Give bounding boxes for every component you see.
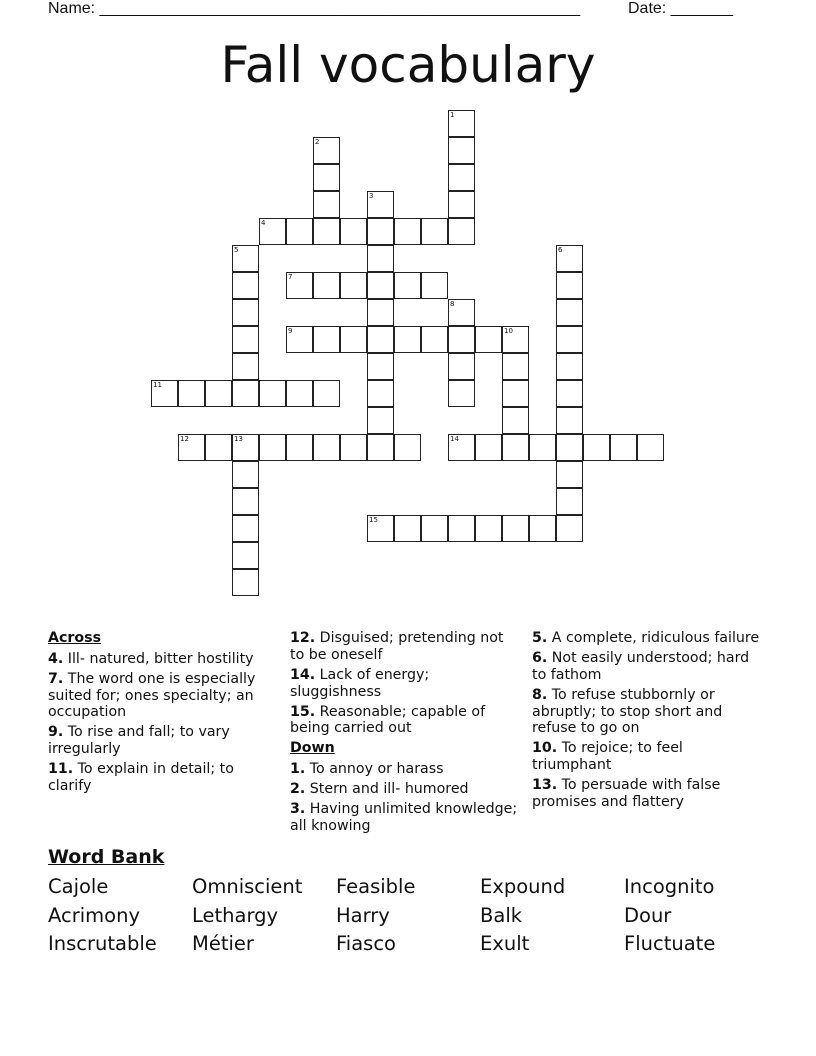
crossword-cell[interactable] [556, 407, 583, 434]
crossword-cell[interactable] [367, 326, 394, 353]
crossword-cell[interactable] [205, 434, 232, 461]
word-bank-item: Fluctuate [624, 932, 716, 955]
crossword-cell[interactable] [232, 380, 259, 407]
crossword-cell[interactable] [448, 299, 475, 326]
crossword-cell[interactable] [286, 272, 313, 299]
crossword-cell[interactable] [178, 380, 205, 407]
crossword-cell[interactable] [340, 434, 367, 461]
word-bank-item: Omniscient [192, 875, 303, 898]
crossword-cell[interactable] [394, 326, 421, 353]
clue-across-7: 7. The word one is especially suited for; ones specialty; an occupation [48, 670, 256, 721]
crossword-cell[interactable] [448, 110, 475, 137]
word-bank-item: Cajole [48, 875, 109, 898]
clue-across-14: 14. Lack of energy; sluggishness [290, 666, 430, 700]
crossword-cell[interactable] [502, 407, 529, 434]
word-bank-item: Acrimony [48, 903, 140, 927]
crossword-cell[interactable] [448, 434, 475, 461]
crossword-cell[interactable] [475, 326, 502, 353]
crossword-cell[interactable] [556, 272, 583, 299]
crossword-cell[interactable] [421, 218, 448, 245]
crossword-cell[interactable] [340, 218, 367, 245]
crossword-cell[interactable] [394, 434, 421, 461]
crossword-cell[interactable] [286, 326, 313, 353]
crossword-cell[interactable] [556, 434, 583, 461]
crossword-cell[interactable] [151, 380, 178, 407]
crossword-cell[interactable] [313, 191, 340, 218]
crossword-cell[interactable] [448, 380, 475, 407]
crossword-cell[interactable] [286, 218, 313, 245]
crossword-cell[interactable] [448, 515, 475, 542]
crossword-cell[interactable] [448, 218, 475, 245]
crossword-cell[interactable] [502, 434, 529, 461]
clue-down-5: 5. A complete, ridiculous failure [532, 630, 760, 646]
word-bank-item: Harry [336, 903, 390, 927]
crossword-cell[interactable] [178, 434, 205, 461]
crossword-cell[interactable] [556, 515, 583, 542]
crossword-cell[interactable] [232, 353, 259, 380]
clue-down-3: 3. Having unlimited knowledge; all knowing [290, 801, 518, 834]
crossword-cell[interactable] [556, 461, 583, 488]
crossword-cell[interactable] [529, 515, 556, 542]
crossword-cell[interactable] [367, 245, 394, 272]
crossword-cell[interactable] [232, 245, 259, 272]
clue-down-2: 2. Stern and ill- humored [290, 781, 469, 798]
clues-column-2 [290, 630, 522, 838]
clue-across-9: 9. To rise and fall; to vary irregularly [48, 724, 230, 758]
crossword-cell[interactable] [313, 164, 340, 191]
crossword-cell[interactable] [313, 326, 340, 353]
crossword-cell[interactable] [502, 515, 529, 542]
crossword-cell[interactable] [259, 380, 286, 407]
crossword-cell[interactable] [367, 191, 394, 218]
crossword-cell[interactable] [313, 434, 340, 461]
crossword-cell[interactable] [367, 380, 394, 407]
clue-down-8: 8. To refuse stubbornly or abruptly; to stop short and refuse to go on [532, 686, 723, 737]
crossword-cell[interactable] [367, 434, 394, 461]
word-bank-item: Expound [480, 875, 566, 898]
word-bank-item: Incognito [624, 875, 715, 898]
cell-number: 8 [450, 300, 455, 308]
crossword-cell[interactable] [232, 461, 259, 488]
crossword-cell[interactable] [286, 380, 313, 407]
crossword-cell[interactable] [232, 488, 259, 515]
crossword-cell[interactable] [340, 326, 367, 353]
crossword-cell[interactable] [313, 137, 340, 164]
crossword-cell[interactable] [340, 272, 367, 299]
crossword-cell[interactable] [637, 434, 664, 461]
crossword-cell[interactable] [259, 218, 286, 245]
word-bank-item: Inscrutable [48, 932, 157, 955]
word-bank-item: Exult [480, 932, 530, 955]
crossword-cell[interactable] [448, 164, 475, 191]
clue-down-10: 10. To rejoice; to feel triumphant [532, 740, 683, 774]
crossword-cell[interactable] [259, 434, 286, 461]
crossword-cell[interactable] [448, 191, 475, 218]
clue-across-15: 15. Reasonable; capable of being carried out [290, 703, 486, 737]
cell-number: 2 [315, 138, 320, 146]
crossword-cell[interactable] [502, 380, 529, 407]
crossword-cell[interactable] [556, 299, 583, 326]
crossword-cell[interactable] [394, 218, 421, 245]
across-heading: Across [48, 630, 102, 646]
cell-number: 4 [261, 219, 266, 227]
cell-number: 5 [234, 246, 239, 254]
clue-across-4: 4. Ill- natured, bitter hostility [48, 650, 254, 667]
cell-number: 12 [180, 435, 189, 443]
crossword-cell[interactable] [448, 353, 475, 380]
crossword-cell[interactable] [232, 542, 259, 569]
clue-across-11: 11. To explain in detail; to clarify [48, 761, 234, 794]
word-bank-row [48, 930, 768, 959]
word-bank-row [48, 873, 768, 902]
clue-down-13: 13. To persuade with false promises and flattery [532, 777, 721, 810]
crossword-cell[interactable] [286, 434, 313, 461]
word-bank-item: Métier [192, 932, 254, 955]
crossword-cell[interactable] [232, 272, 259, 299]
crossword-cell[interactable] [421, 326, 448, 353]
crossword-cell[interactable] [475, 434, 502, 461]
cell-number: 14 [450, 435, 459, 443]
crossword-cell[interactable] [232, 515, 259, 542]
down-heading: Down [290, 740, 335, 757]
clue-down-6: 6. Not easily understood; hard to fathom [532, 649, 750, 683]
cell-number: 1 [450, 111, 455, 119]
cell-number: 10 [504, 327, 513, 335]
clue-down-1: 1. To annoy or harass [290, 761, 444, 778]
cell-number: 7 [288, 273, 293, 281]
crossword-cell[interactable] [232, 326, 259, 353]
word-bank-title: Word Bank [48, 846, 165, 868]
cell-number: 9 [288, 327, 293, 335]
crossword-cell[interactable] [313, 218, 340, 245]
crossword-cell[interactable] [421, 272, 448, 299]
crossword-cell[interactable] [232, 299, 259, 326]
clues-column-3 [532, 630, 764, 814]
crossword-cell[interactable] [367, 353, 394, 380]
crossword-cell[interactable] [448, 137, 475, 164]
crossword-cell[interactable] [583, 434, 610, 461]
crossword-cell[interactable] [367, 515, 394, 542]
page-title: Fall vocabulary [220, 36, 596, 94]
crossword-cell[interactable] [313, 272, 340, 299]
clue-across-12: 12. Disguised; pretending not to be oneself [290, 630, 504, 663]
crossword-cell[interactable] [475, 515, 502, 542]
crossword-cell[interactable] [502, 326, 529, 353]
cell-number: 13 [234, 435, 243, 443]
cell-number: 11 [153, 381, 162, 389]
crossword-cell[interactable] [502, 353, 529, 380]
crossword-cell[interactable] [448, 326, 475, 353]
crossword-cell[interactable] [394, 515, 421, 542]
word-bank-item: Feasible [336, 875, 416, 898]
date-field-label[interactable]: Date: _______ [628, 0, 733, 17]
name-field-label[interactable]: Name: ______________________________________________________ [48, 0, 581, 17]
crossword-cell[interactable] [367, 299, 394, 326]
word-bank-item: Balk [480, 903, 523, 927]
word-bank-item: Lethargy [192, 903, 279, 927]
crossword-cell[interactable] [232, 434, 259, 461]
crossword-cell[interactable] [313, 380, 340, 407]
cell-number: 3 [369, 192, 374, 200]
crossword-cell[interactable] [529, 434, 556, 461]
crossword-cell[interactable] [556, 488, 583, 515]
crossword-cell[interactable] [394, 272, 421, 299]
crossword-cell[interactable] [232, 569, 259, 596]
crossword-cell[interactable] [556, 326, 583, 353]
crossword-cell[interactable] [367, 218, 394, 245]
word-bank [48, 873, 768, 959]
word-bank-item: Fiasco [336, 932, 396, 955]
crossword-cell[interactable] [421, 515, 448, 542]
crossword-cell[interactable] [556, 353, 583, 380]
cell-number: 15 [369, 516, 378, 524]
crossword-cell[interactable] [367, 407, 394, 434]
crossword-cell[interactable] [205, 380, 232, 407]
crossword-cell[interactable] [556, 245, 583, 272]
word-bank-row [48, 902, 768, 931]
crossword-cell[interactable] [556, 380, 583, 407]
word-bank-item: Dour [624, 903, 672, 927]
cell-number: 6 [558, 246, 563, 254]
clues-column-1 [48, 630, 280, 798]
crossword-cell[interactable] [367, 272, 394, 299]
crossword-cell[interactable] [610, 434, 637, 461]
